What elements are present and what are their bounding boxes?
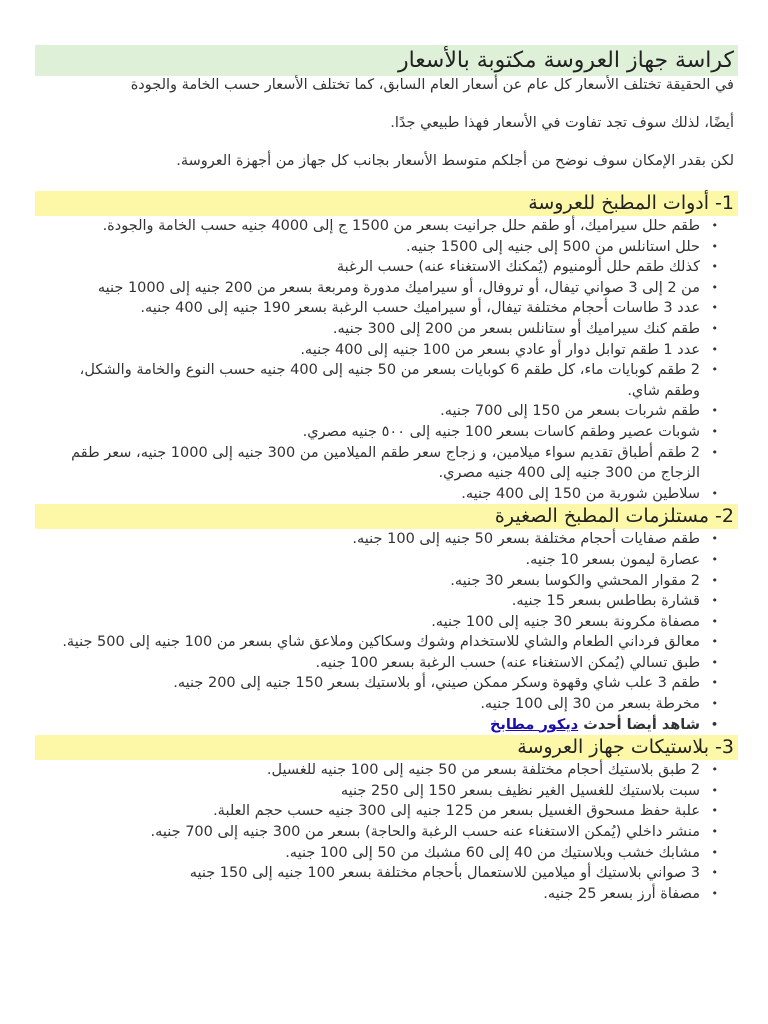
see-also-item (35, 715, 738, 736)
list-item: • عدد 1 طقم توابل دوار أو عادي بسعر من 100 جنيه إلى 400 جنيه. (35, 340, 738, 361)
list-item: • معالق فرداني الطعام والشاي للاستخدام وشوك وسكاكين وملاعق شاي بسعر من 100 جنيه إلى 500 جنية. (35, 632, 738, 653)
list-item: • مشابك خشب وبلاستيك من 40 إلى 60 مشبك من 50 إلى 100 جنيه. (35, 843, 738, 864)
small-kitchen-supplies-list (35, 529, 738, 735)
list-item: • شوبات عصير وطقم كاسات بسعر 100 جنيه إلى ٥٠٠ جنيه مصري. (35, 422, 738, 443)
see-also-prefix: شاهد أيضا أحدث (578, 716, 700, 733)
section-heading-small-kitchen-supplies: 2- مستلزمات المطبخ الصغيرة (35, 504, 738, 529)
kitchen-tools-list (35, 216, 738, 504)
list-item: • سلاطين شوربة من 150 إلى 400 جنيه. (35, 484, 738, 505)
list-item: • عصارة ليمون بسعر 10 جنيه. (35, 550, 738, 571)
list-item: • طقم صفايات أحجام مختلفة بسعر 50 جنيه إلى 100 جنيه. (35, 529, 738, 550)
list-item: • 2 مقوار المحشي والكوسا بسعر 30 جنيه. (35, 571, 738, 592)
list-item: • مخرطة بسعر من 30 إلى 100 جنيه. (35, 694, 738, 715)
list-item: • 2 طقم كوبايات ماء، كل طقم 6 كوبايات بسعر من 50 جنيه إلى 400 جنيه حسب النوع والخامة والشكل، وطقم شاي. (35, 360, 738, 401)
list-item: • كذلك طقم حلل ألومنيوم (يُمكنك الاستغناء عنه) حسب الرغبة (35, 257, 738, 278)
intro-paragraph-1: في الحقيقة تختلف الأسعار كل عام عن أسعار العام السابق، كما تختلف الأسعار حسب الخامة والجودة (130, 77, 734, 93)
intro-paragraph-2: أيضًا، لذلك سوف تجد تفاوت في الأسعار فهذا طبيعي جدًا. (390, 115, 734, 131)
page-title: كراسة جهاز العروسة مكتوبة بالأسعار (35, 45, 738, 76)
kitchen-decor-link[interactable]: ديكور مطابخ (489, 716, 579, 733)
article (35, 45, 738, 904)
list-item: • من 2 إلى 3 صواني تيفال، أو تروفال، أو سيراميك مدورة ومربعة بسعر من 200 جنيه إلى 1000 جنيه (35, 278, 738, 299)
list-item: • طقم حلل سيراميك، أو طقم حلل جرانيت بسعر من 1500 ج إلى 4000 جنيه حسب الخامة والجودة. (35, 216, 738, 237)
list-item: • قشارة بطاطس بسعر 15 جنيه. (35, 591, 738, 612)
list-item: • 2 طقم أطباق تقديم سواء ميلامين، و زجاج سعر طقم الميلامين من 300 جنيه إلى 1000 جنيه، سعر طقم الزجاج من 300 جنيه إلى 400 جنيه مصري. (35, 443, 738, 484)
list-item: • 2 طبق بلاستيك أحجام مختلفة بسعر من 50 جنيه إلى 100 جنيه للغسيل. (35, 760, 738, 781)
list-item: • مصفاة أرز بسعر 25 جنيه. (35, 884, 738, 905)
list-item: • طقم 3 علب شاي وقهوة وسكر ممكن صيني، أو بلاستيك بسعر 150 جنيه إلى 200 جنيه. (35, 673, 738, 694)
list-item: • عدد 3 طاسات أحجام مختلفة تيفال، أو سيراميك حسب الرغبة بسعر 190 جنيه إلى 400 جنيه. (35, 298, 738, 319)
section-heading-kitchen-tools: 1- أدوات المطبخ للعروسة (35, 191, 738, 216)
list-item: • طقم شربات بسعر من 150 إلى 700 جنيه. (35, 401, 738, 422)
list-item: • علبة حفظ مسحوق الغسيل بسعر من 125 جنيه إلى 300 جنيه حسب حجم العلبة. (35, 801, 738, 822)
list-item: • طبق تسالي (يُمكن الاستغناء عنه) حسب الرغبة بسعر 100 جنيه. (35, 653, 738, 674)
list-item: • طقم كنك سيراميك أو ستانلس بسعر من 200 إلى 300 جنيه. (35, 319, 738, 340)
list-item: • 3 صواني بلاستيك أو ميلامين للاستعمال بأحجام مختلفة بسعر 100 جنيه إلى 150 جنيه (35, 863, 738, 884)
list-item: • منشر داخلي (يُمكن الاستغناء عنه حسب الرغبة والحاجة) بسعر من 300 جنيه إلى 700 جنيه. (35, 822, 738, 843)
intro-paragraph-3: لكن بقدر الإمكان سوف نوضح من أجلكم متوسط الأسعار بجانب كل جهاز من أجهزة العروسة. (176, 153, 734, 169)
list-item: • سبت بلاستيك للغسيل الغير نظيف بسعر 150 إلى 250 جنيه (35, 781, 738, 802)
section-heading-plastics: 3- بلاستيكات جهاز العروسة (35, 735, 738, 760)
plastics-list (35, 760, 738, 904)
list-item: • حلل استانلس من 500 إلى جنيه إلى 1500 جنيه. (35, 237, 738, 258)
list-item: • مصفاة مكرونة بسعر 30 جنيه إلى 100 جنيه. (35, 612, 738, 633)
